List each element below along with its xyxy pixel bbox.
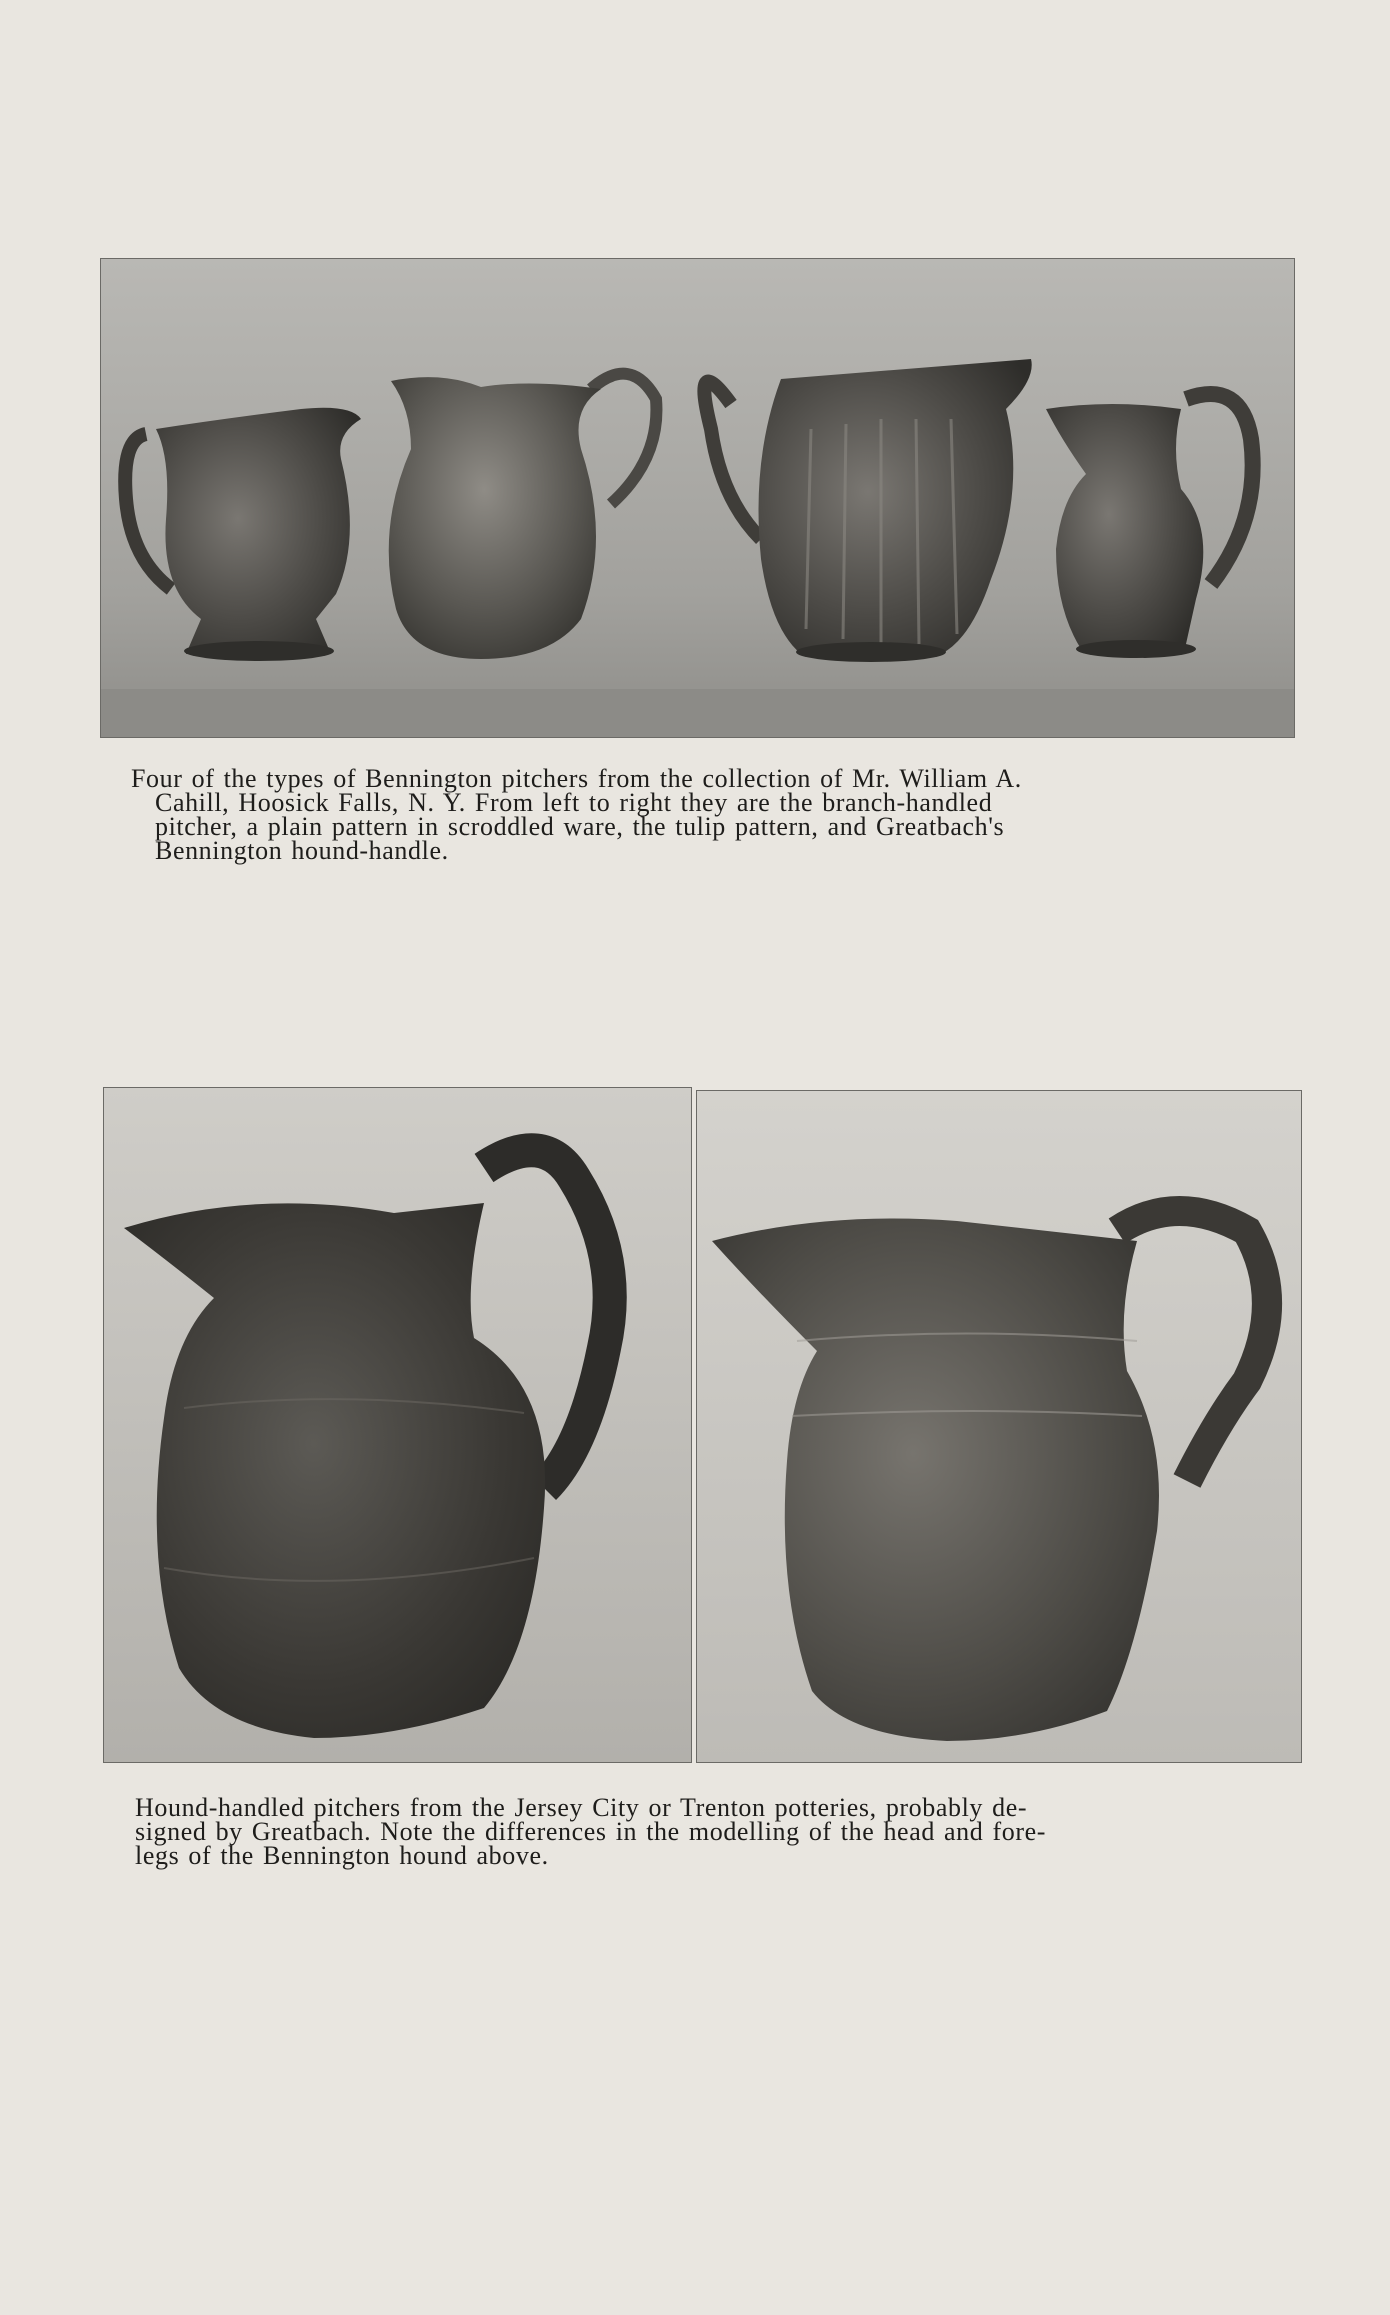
top-caption-line-1: Four of the types of Bennington pitchers from the collection of Mr. William A.: [131, 764, 1022, 793]
bottom-caption-line-3: legs of the Bennington hound above.: [135, 1841, 549, 1870]
bottom-caption: [135, 1793, 1046, 1870]
four-pitchers-photo: [100, 258, 1295, 738]
top-caption-line-3: pitcher, a plain pattern in scroddled ware, the tulip pattern, and Greatbach's: [155, 812, 1005, 841]
hound-pitcher-left-illustration: [104, 1088, 691, 1762]
top-caption: [131, 764, 1022, 865]
top-caption-line-4: Bennington hound-handle.: [155, 836, 449, 865]
bottom-caption-line-2: signed by Greatbach. Note the differences in the modelling of the head and fore-: [135, 1817, 1046, 1846]
four-pitchers-illustration: [101, 259, 1294, 737]
bottom-caption-line-1: Hound-handled pitchers from the Jersey City or Trenton potteries, probably de-: [135, 1793, 1028, 1822]
hound-pitcher-right-photo: [696, 1090, 1302, 1763]
hound-pitcher-right-illustration: [697, 1091, 1301, 1762]
top-caption-line-2: Cahill, Hoosick Falls, N. Y. From left to right they are the branch-handled: [155, 788, 993, 817]
hound-pitcher-left-photo: [103, 1087, 692, 1763]
